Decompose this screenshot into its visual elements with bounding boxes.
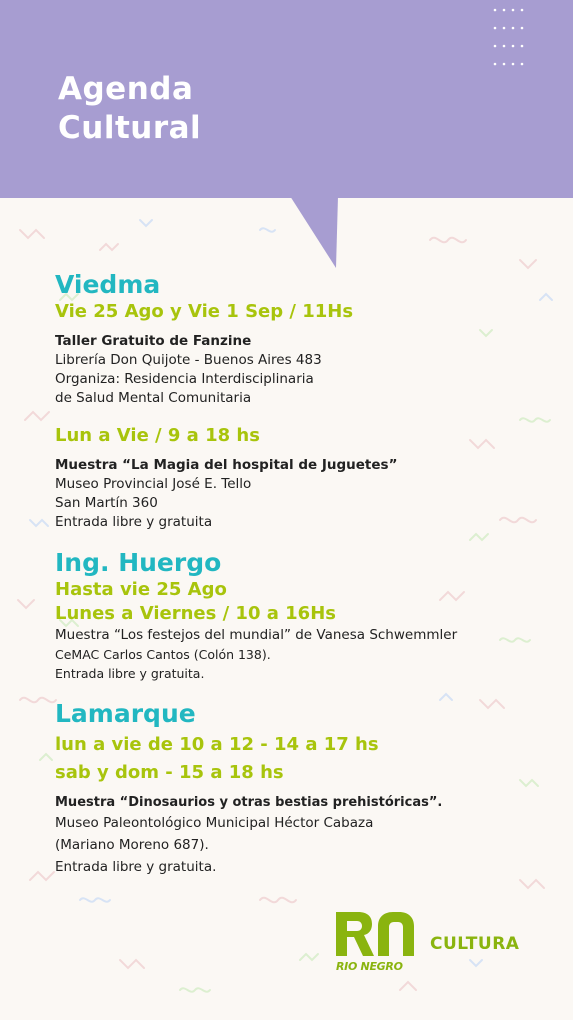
event-line: Museo Paleontológico Municipal Héctor Cabaza	[55, 815, 374, 831]
event-line: San Martín 360	[55, 495, 158, 511]
title-line-2: Cultural	[58, 110, 202, 146]
event-details	[55, 332, 565, 408]
rn-logo-icon	[334, 908, 422, 958]
agenda-content	[55, 270, 565, 878]
event-juguetes	[55, 424, 565, 532]
page-title	[58, 70, 201, 148]
event-line: CeMAC Carlos Cantos (Colón 138).	[55, 647, 271, 662]
event-line: Organiza: Residencia Interdisciplinaria	[55, 371, 314, 387]
event-dinosaurios	[55, 733, 565, 878]
dots-decoration-icon	[492, 6, 532, 70]
event-line: Entrada libre y gratuita.	[55, 666, 205, 681]
city-heading: Lamarque	[55, 699, 196, 728]
event-mundial	[55, 578, 565, 683]
event-line: Librería Don Quijote - Buenos Aires 483	[55, 352, 322, 368]
event-schedule: Lunes a Viernes / 10 a 16Hs	[55, 603, 336, 624]
event-line: Entrada libre y gratuita	[55, 514, 213, 530]
speech-bubble-tail	[0, 196, 573, 276]
logo-cultura-text: CULTURA	[430, 934, 520, 954]
event-title: Muestra “Dinosaurios y otras bestias prehistóricas”.	[55, 795, 443, 810]
event-details	[55, 626, 565, 683]
section-viedma	[55, 270, 565, 532]
event-schedule: sab y dom - 15 a 18 hs	[55, 762, 284, 783]
city-heading: Ing. Huergo	[55, 548, 222, 577]
event-title: Muestra “La Magia del hospital de Juguetes”	[55, 457, 398, 473]
event-schedule: Lun a Vie / 9 a 18 hs	[55, 425, 260, 446]
event-title: Muestra “Los festejos del mundial” de Vanesa Schwemmler	[55, 627, 458, 643]
event-line: de Salud Mental Comunitaria	[55, 390, 252, 406]
section-lamarque	[55, 699, 565, 878]
event-line: (Mariano Moreno 687).	[55, 837, 209, 853]
event-schedule: Vie 25 Ago y Vie 1 Sep / 11Hs	[55, 301, 354, 322]
logo-rio-negro-text: RIO NEGRO	[336, 960, 403, 973]
city-heading: Viedma	[55, 270, 161, 299]
event-details	[55, 456, 565, 532]
event-line: Entrada libre y gratuita.	[55, 859, 217, 875]
event-schedule: lun a vie de 10 a 12 - 14 a 17 hs	[55, 734, 379, 755]
event-line: Museo Provincial José E. Tello	[55, 476, 252, 492]
rio-negro-cultura-logo	[334, 908, 554, 978]
title-line-1: Agenda	[58, 71, 194, 107]
event-fanzine	[55, 300, 565, 408]
event-schedule: Hasta vie 25 Ago	[55, 579, 227, 600]
event-details	[55, 793, 565, 878]
event-title: Taller Gratuito de Fanzine	[55, 333, 252, 349]
section-ing-huergo	[55, 548, 565, 683]
